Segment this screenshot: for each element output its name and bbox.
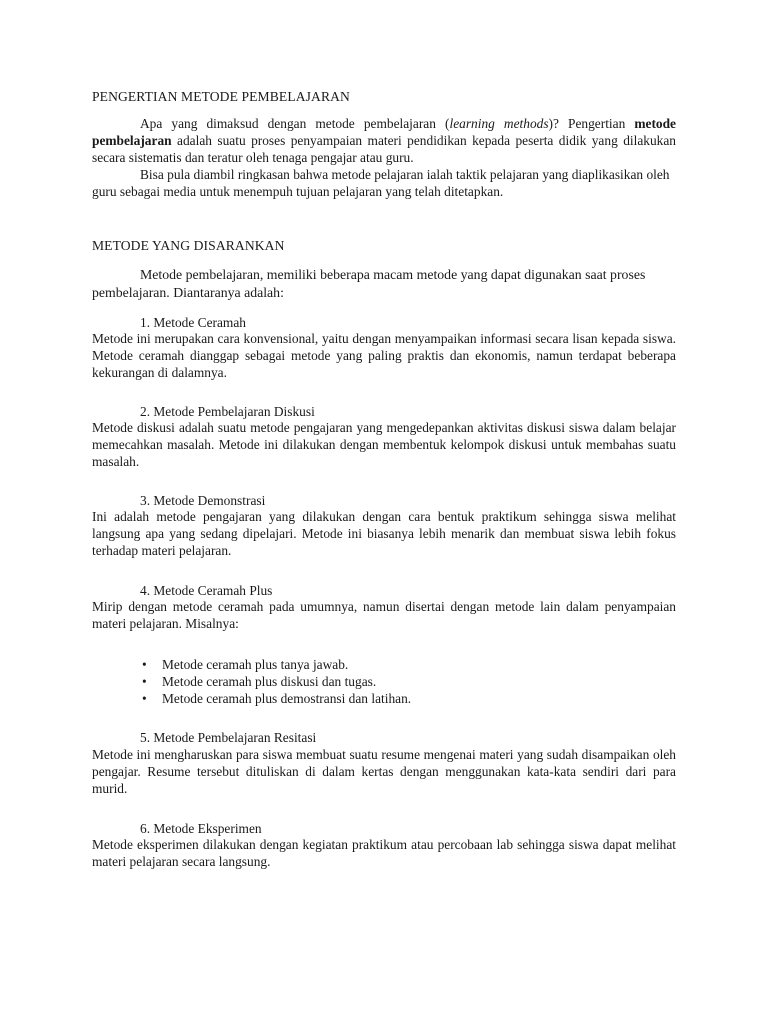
ceramah-plus-list — [92, 656, 676, 707]
method-1-title: 1. Metode Ceramah — [140, 315, 246, 330]
method-2-text: Metode diskusi adalah suatu metode pengajaran yang mengedepankan aktivitas diskusi siswa dalam belajar memecahkan masalah. Metode ini dilakukan dengan membentuk kelompok diskusi untuk membahas suatu masalah. — [92, 420, 676, 469]
heading-pengertian: PENGERTIAN METODE PEMBELAJARAN — [92, 89, 350, 104]
method-4-title: 4. Metode Ceramah Plus — [140, 583, 273, 598]
learning-methods-term: learning methods — [449, 116, 549, 131]
intro-text-b: )? Pengertian — [548, 116, 635, 131]
heading-metode-disarankan: METODE YANG DISARANKAN — [92, 238, 285, 253]
list-item-text: Metode ceramah plus tanya jawab. — [162, 657, 349, 672]
list-item — [92, 656, 676, 673]
method-3-text: Ini adalah metode pengajaran yang dilakukan dengan cara bentuk praktikum sehingga siswa melihat langsung apa yang sedang dipelajari. Metode ini biasanya lebih menarik dan membuat siswa lebih fokus terhadap materi pelajaran. — [92, 509, 676, 558]
intro-paragraph-1 — [92, 115, 676, 166]
intro-text-a: Apa yang dimaksud dengan metode pembelajaran ( — [140, 116, 450, 131]
list-item — [92, 673, 676, 690]
method-4-text: Mirip dengan metode ceramah pada umumnya, namun disertai dengan metode lain dalam penyampaian materi pelajaran. Misalnya: — [92, 599, 676, 631]
metode-pembelajaran-term: metode pembelajaran — [92, 116, 676, 148]
method-6-title: 6. Metode Eksperimen — [140, 821, 262, 836]
intro-text-c: adalah suatu proses penyampaian materi pendidikan kepada peserta didik yang dilakukan secara sistematis dan teratur oleh tenaga pengajar atau guru. — [92, 133, 676, 165]
method-2-title: 2. Metode Pembelajaran Diskusi — [140, 404, 315, 419]
list-item-text: Metode ceramah plus demostransi dan latihan. — [162, 691, 412, 706]
method-6-text: Metode eksperimen dilakukan dengan kegiatan praktikum atau percobaan lab sehingga siswa dapat melihat materi pelajaran secara langsung. — [92, 837, 676, 869]
intro-paragraph-2: Bisa pula diambil ringkasan bahwa metode pelajaran ialah taktik pelajaran yang diaplikasikan oleh guru sebagai media untuk menempuh tujuan pelajaran yang telah ditetapkan. — [92, 167, 670, 199]
bullet-icon: • — [142, 657, 147, 672]
list-item-text: Metode ceramah plus diskusi dan tugas. — [162, 674, 377, 689]
bullet-icon: • — [142, 691, 147, 706]
method-1-text: Metode ini merupakan cara konvensional, yaitu dengan menyampaikan informasi secara lisan kepada siswa. Metode ceramah dianggap sebagai metode yang paling praktis dan ekonomis, namun terdapat beberapa kekurangan di dalamnya. — [92, 331, 676, 380]
list-item — [92, 690, 676, 707]
bullet-icon: • — [142, 674, 147, 689]
method-5-title: 5. Metode Pembelajaran Resitasi — [140, 730, 317, 745]
method-3-title: 3. Metode Demonstrasi — [140, 493, 266, 508]
lead-paragraph: Metode pembelajaran, memiliki beberapa macam metode yang dapat digunakan saat proses pembelajaran. Diantaranya adalah: — [92, 267, 646, 300]
method-5-text: Metode ini mengharuskan para siswa membuat suatu resume mengenai materi yang sudah disampaikan oleh pengajar. Resume tersebut dituliskan di dalam kertas dengan menggunakan kata-kata sendiri dari para murid. — [92, 747, 676, 796]
